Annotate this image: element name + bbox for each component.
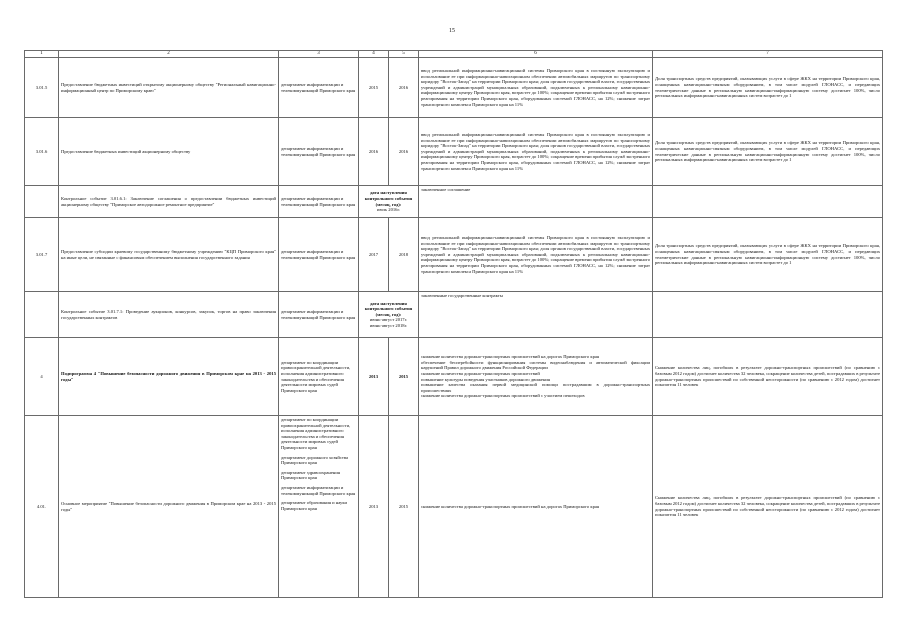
date-unit: (месяц, год): <box>375 311 402 317</box>
table-row <box>25 58 883 118</box>
control-event-name: Контрольное событие 3.01.7.1: Проведение аукционов, конкурсов, закупок, торгов на право заключения государственных контрактов <box>59 292 279 338</box>
executor: департамент информатизации и телекоммуникаций Приморского края <box>279 186 359 218</box>
end-year: 2015 <box>389 416 419 598</box>
row-number <box>25 186 59 218</box>
indicator-link: Доля транспортных средств предприятий, оказывающих услуги в сфере ЖКХ на территории Приморского края, оснащенных навигационно-связным оборудованием, в том числе модулей ГЛОНАСС, и передающих телеметрические данные в региональную навигационно-информационную систему достигнет 100%, число региональных информационно-навигационных систем возрастет до 1 <box>653 58 883 118</box>
indicator-link: Снижение количества лиц, погибших в результате дорожно-транспортных происшествий (по сравнению с базовым 2012 годом) достигнет количества 32 человека, сокращение количества детей, пострадавших в результате дорожно-транспортных происшествий по собственной неосторожности (по сравнению с 2012 годом) достигнет показателя 11 человек <box>653 416 883 598</box>
measure-name: Предоставление бюджетных инвестиций открытому акционерному обществу "Региональный навигационно-информационный центр по Приморскому краю" <box>59 58 279 118</box>
start-year: 2016 <box>359 118 389 186</box>
row-number: 3.01.6 <box>25 118 59 186</box>
measure-name: Основное мероприятие "Повышение безопасности дорожного движения в Приморском крае на 2013 - 2015 годы" <box>59 416 279 598</box>
expected-result: ввод региональной информационно-навигационной системы Приморского края в постоянную эксплуатацию и использование ее при информационно-навигационном обеспечении автомобильных маршрутов по транспортному коридору "Восток-Запад" на территории Приморского края; доля органов государственной власти, государственных учреждений и администраций муниципальных образований, подключенных к региональному навигационно-информационному центру Приморского края, возрастет до 100%; сокращение времени прибытия служб экстренного реагирования на территории Приморского края, оборудованных системой ГЛОНАСС, на 12%; снижение затрат транспортного комплекса Приморского края на 11% <box>419 58 653 118</box>
expected-result: ввод региональной информационно-навигационной системы Приморского края в постоянную эксплуатацию и использование ее при информационно-навигационном обеспечении автомобильных маршрутов по транспортному коридору "Восток-Запад" на территории Приморского края; доля органов государственной власти, государственных учреждений и администраций муниципальных образований, подключенных к региональному навигационно-информационному центру Приморского края, возрастет до 100%; сокращение времени прибытия служб экстренного реагирования на территории Приморского края, оборудованных системой ГЛОНАСС, на 12%; снижение затрат транспортного комплекса Приморского края на 11% <box>419 118 653 186</box>
expected-result: заключенные государственные контракты <box>419 292 653 338</box>
date-unit: (месяц, год): <box>375 201 402 207</box>
start-year: 2017 <box>359 218 389 292</box>
end-year: 2016 <box>389 118 419 186</box>
row-number <box>25 292 59 338</box>
executor: департамент информатизации и телекоммуникаций Приморского края <box>279 118 359 186</box>
executor: департамент по координации правоохранительной деятельности, исполнения административного законодательства и обеспечения деятельности мировых судей Приморского края <box>279 338 359 416</box>
date-value: июнь-август 2018г. <box>369 322 408 328</box>
end-year: 2015 <box>389 338 419 416</box>
expected-result <box>419 338 653 416</box>
header-cell: 1 <box>25 51 59 58</box>
result-line: повышение культуры поведения участников дорожного движения <box>421 376 550 382</box>
executor: департамент информатизации и телекоммуникаций Приморского края <box>279 292 359 338</box>
program-table <box>24 50 883 598</box>
header-row <box>25 51 883 58</box>
date-label: дата наступления контрольного события <box>364 300 413 312</box>
table-row <box>25 186 883 218</box>
header-cell: 7 <box>653 51 883 58</box>
header-cell: 3 <box>279 51 359 58</box>
executor: департамент информатизации и телекоммуникаций Приморского края <box>279 218 359 292</box>
table-row <box>25 416 883 598</box>
row-number: 4.01. <box>25 416 59 598</box>
result-line: снижение количества дорожно-транспортных происшествий <box>421 371 540 376</box>
row-number: 3.01.7 <box>25 218 59 292</box>
end-year: 2018 <box>389 218 419 292</box>
indicator-link: Снижение количества лиц, погибших в результате дорожно-транспортных происшествий (по сравнению с базовым 2012 годом) достигнет количества 32 человека, сокращение количества детей, пострадавших в результате дорожно-транспортных происшествий по собственной неосторожности (по сравнению с 2012 годом) достигнет показателя 11 человек <box>653 338 883 416</box>
executor-list <box>279 416 359 598</box>
executor: департамент дорожного хозяйства Приморского края <box>281 454 349 466</box>
indicator-link: Доля транспортных средств предприятий, оказывающих услуги в сфере ЖКХ на территории Приморского края, оснащенных навигационно-связным оборудованием, в том числе модулей ГЛОНАСС, и передающих телеметрические данные в региональную навигационно-информационную систему достигнет 100%, число региональных информационно-навигационных систем возрастет до 1 <box>653 218 883 292</box>
header-cell: 2 <box>59 51 279 58</box>
measure-name: Предоставление субсидии краевому государственному бюджетному учреждению "КЦП Приморского края" на иные цели, не связанные с финансовым обеспечением выполнения государственного задания <box>59 218 279 292</box>
end-year: 2016 <box>389 58 419 118</box>
date-value: июнь-август 2017г. <box>369 317 408 323</box>
start-year: 2013 <box>359 416 389 598</box>
row-number: 4 <box>25 338 59 416</box>
table-row <box>25 218 883 292</box>
indicator-link <box>653 186 883 218</box>
date-value: июль 2016г. <box>376 207 400 213</box>
control-event-name: Контрольное событие 3.01.6.1: Заключение соглашения о предоставлении бюджетных инвестиций акционерному обществу "Приморское автодорожное ремонтное предприятие" <box>59 186 279 218</box>
expected-result: заключенное соглашение <box>419 186 653 218</box>
table-row <box>25 118 883 186</box>
indicator-link: Доля транспортных средств предприятий, оказывающих услуги в сфере ЖКХ на территории Приморского края, оснащенных навигационно-связным оборудованием, в том числе модулей ГЛОНАСС, и передающих телеметрические данные в региональную навигационно-информационную систему достигнет 100%, число региональных информационно-навигационных систем возрастет до 1 <box>653 118 883 186</box>
executor: департамент по координации правоохранительной деятельности, исполнения административного законодательства и обеспечения деятельности мировых судей Приморского края <box>281 417 351 451</box>
header-cell: 5 <box>389 51 419 58</box>
result-line: обеспечение бесперебойности функционирования системы видеонаблюдения и автоматической фиксации нарушений Правил дорожного движения Российской Федерации <box>421 359 650 371</box>
control-event-date <box>359 292 419 338</box>
date-label: дата наступления контрольного события <box>364 190 413 201</box>
header-cell: 6 <box>419 51 653 58</box>
result-line: снижение количества дорожно-транспортных происшествий на дорогах Приморского края <box>421 354 600 360</box>
subprogram-name: Подпрограмма 4 "Повышение безопасности дорожного движения в Приморском крае на 2013 - 2015 годы" <box>59 338 279 416</box>
table-row <box>25 292 883 338</box>
table-row <box>25 338 883 416</box>
expected-result: ввод региональной информационно-навигационной системы Приморского края в постоянную эксплуатацию и использование ее при информационно-навигационном обеспечении автомобильных маршрутов по транспортному коридору "Восток-Запад" на территории Приморского края; доля органов государственной власти, государственных учреждений и администраций муниципальных образований, подключенных к региональному навигационно-информационному центру Приморского края, возрастет до 100%; сокращение времени прибытия служб экстренного реагирования на территории Приморского края, оборудованных системой ГЛОНАСС, на 12%; снижение затрат транспортного комплекса Приморского края на 11% <box>419 218 653 292</box>
header-cell: 4 <box>359 51 389 58</box>
expected-result: снижение количества дорожно-транспортных происшествий на дорогах Приморского края <box>419 416 653 598</box>
measure-name: Предоставление бюджетных инвестиций акционерному обществу <box>59 118 279 186</box>
result-line: снижение количества дорожно-транспортных происшествий с участием пешеходов <box>421 393 585 399</box>
executor: департамент образования и науки Приморского края <box>281 500 348 511</box>
result-line: повышение качества оказания первой медицинской помощи пострадавшим в дорожно-транспортных происшествиях <box>421 382 650 393</box>
executor: департамент здравоохранения Приморского края <box>281 469 340 481</box>
executor: департамент информатизации и телекоммуникаций Приморского края <box>279 58 359 118</box>
start-year: 2013 <box>359 338 389 416</box>
indicator-link <box>653 292 883 338</box>
control-event-date <box>359 186 419 218</box>
start-year: 2015 <box>359 58 389 118</box>
page-number: 15 <box>449 28 455 34</box>
executor: департамент информатизации и телекоммуникаций Приморского края <box>281 485 356 496</box>
row-number: 3.01.5 <box>25 58 59 118</box>
